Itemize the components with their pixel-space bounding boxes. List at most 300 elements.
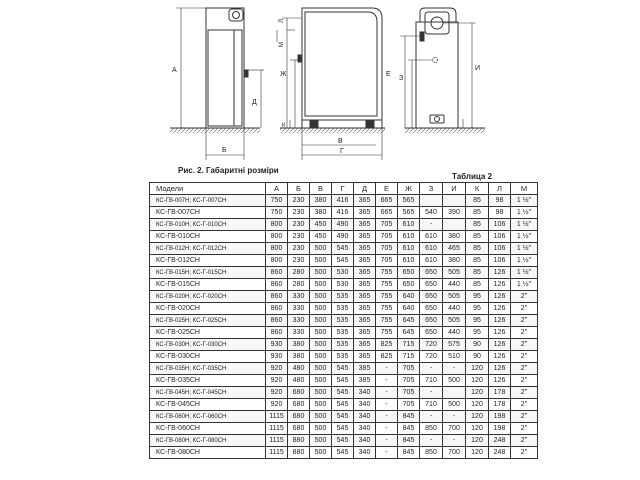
table-cell: 845 [398,411,420,423]
table-cell: 860 [266,279,288,291]
dim-label-z: З [399,75,404,82]
table-cell: 500 [310,411,332,423]
model-cell: КС-ГВ-007СН [150,207,266,219]
table-cell: 1 ½" [511,219,538,231]
table-cell: 800 [266,231,288,243]
table-cell: 365 [354,351,376,363]
table-cell [443,195,466,207]
table-cell: 126 [489,303,511,315]
table-cell: 610 [398,255,420,267]
table-cell: 120 [466,447,489,459]
table-cell: 120 [466,411,489,423]
table-cell: 230 [288,195,310,207]
table-cell: 540 [420,207,443,219]
table-cell: 755 [376,267,398,279]
model-cell: КС-ГВ-080СН [150,447,266,459]
table-cell: 800 [266,219,288,231]
table-row [150,387,538,399]
table-cell: 530 [332,267,354,279]
table-cell: 126 [489,363,511,375]
table-cell: 230 [288,219,310,231]
table-cell: - [376,411,398,423]
rear-dimension-lines [400,23,476,128]
table-cell: 480 [288,363,310,375]
table-cell: 385 [354,363,376,375]
table-cell: 98 [489,195,511,207]
table-cell: 230 [288,243,310,255]
table-cell: 2" [511,339,538,351]
table-cell: 535 [332,303,354,315]
table-cell: 680 [288,423,310,435]
table-cell: 380 [288,351,310,363]
table-cell: 610 [398,243,420,255]
table-cell: 930 [266,351,288,363]
dim-label-k: К [282,123,286,129]
table-cell: 1 ½" [511,255,538,267]
table-cell: 1 ½" [511,231,538,243]
table-cell: 545 [332,399,354,411]
table-cell: 126 [489,339,511,351]
table-cell: 230 [288,231,310,243]
column-header: А [266,183,288,195]
table-cell: 640 [398,291,420,303]
table-cell: 480 [288,375,310,387]
table-cell: 575 [443,339,466,351]
table-cell: 90 [466,351,489,363]
table-cell: 860 [266,327,288,339]
table-cell: 880 [288,447,310,459]
table-row [150,411,538,423]
dim-label-l: Л [279,19,285,23]
column-header: Д [354,183,376,195]
table-cell: 85 [466,195,489,207]
table-cell: 500 [310,387,332,399]
table-cell: 545 [332,387,354,399]
table-cell: 705 [398,387,420,399]
table-cell: 705 [376,243,398,255]
table-cell: 230 [288,207,310,219]
table-cell: 610 [398,231,420,243]
table-cell: 340 [354,447,376,459]
table-cell: 500 [310,327,332,339]
table-cell: 705 [376,255,398,267]
table-cell: 645 [398,315,420,327]
table-row [150,339,538,351]
table-cell: 390 [443,207,466,219]
table-cell: 248 [489,447,511,459]
table-cell: 500 [310,303,332,315]
table-cell: 198 [489,423,511,435]
table-cell: 365 [354,279,376,291]
model-cell: КС-ГВ-080Н; КС-Г-080СН [150,435,266,447]
column-header: З [420,183,443,195]
table-cell: 920 [266,363,288,375]
table-cell: 825 [376,351,398,363]
table-cell: 535 [332,339,354,351]
table-cell: 710 [420,375,443,387]
table-cell: - [376,435,398,447]
table-cell: 340 [354,387,376,399]
table-cell: 120 [466,387,489,399]
table-cell: 2" [511,423,538,435]
model-cell: КС-ГВ-045СН [150,399,266,411]
table-cell: 680 [288,399,310,411]
table-cell: 95 [466,291,489,303]
table-cell: - [420,363,443,375]
column-header: Ж [398,183,420,195]
table-cell: 610 [420,243,443,255]
table-cell: 500 [310,279,332,291]
table-cell: 126 [489,315,511,327]
table-cell: 800 [266,255,288,267]
table-cell: 610 [420,231,443,243]
column-header: Е [376,183,398,195]
table-cell: 755 [376,291,398,303]
column-header: М [511,183,538,195]
table-cell: 120 [466,375,489,387]
model-cell: КС-ГВ-020СН [150,303,266,315]
side-dimension-lines [277,18,382,160]
table-cell: 650 [420,291,443,303]
model-cell: КС-ГВ-060СН [150,423,266,435]
table-cell: 365 [354,255,376,267]
table-cell: 340 [354,411,376,423]
table-cell: 500 [443,375,466,387]
table-cell: 650 [420,303,443,315]
table-cell: 715 [398,339,420,351]
table-cell: 650 [420,267,443,279]
table-cell: 535 [332,327,354,339]
table-cell: 126 [489,279,511,291]
dim-label-v: В [338,138,343,145]
table-cell: 340 [354,399,376,411]
table-cell: 850 [420,423,443,435]
table-row [150,327,538,339]
table-label: Таблица 2 [452,172,493,181]
dim-label-d: Д [252,99,257,106]
table-cell: 680 [288,387,310,399]
table-cell: 500 [310,339,332,351]
table-cell: 440 [443,279,466,291]
table-cell: - [443,363,466,375]
table-cell: - [376,375,398,387]
table-cell: 650 [420,327,443,339]
table-cell: 860 [266,267,288,279]
table-row [150,231,538,243]
table-row [150,243,538,255]
table-cell: - [376,447,398,459]
table-cell: 126 [489,267,511,279]
dim-label-e: Е [386,71,391,78]
column-header: И [443,183,466,195]
table-cell: 2" [511,387,538,399]
column-header: Б [288,183,310,195]
table-cell: 700 [443,423,466,435]
dimensions-table [149,182,538,459]
table-cell: 800 [266,243,288,255]
table-cell: 450 [310,231,332,243]
table-cell: 365 [354,195,376,207]
table-cell: 500 [310,267,332,279]
model-cell: КС-ГВ-012Н; КС-Г-012СН [150,243,266,255]
table-cell: 380 [288,339,310,351]
table-cell: 178 [489,387,511,399]
table-cell: 490 [332,219,354,231]
table-cell: 500 [310,447,332,459]
model-cell: КС-ГВ-012СН [150,255,266,267]
table-cell: 705 [376,231,398,243]
table-cell: 650 [398,267,420,279]
model-cell: КС-ГВ-020Н; КС-Г-020СН [150,291,266,303]
table-cell: 490 [332,231,354,243]
table-row [150,435,538,447]
table-cell: 120 [466,363,489,375]
table-cell: 500 [310,399,332,411]
table-cell: 845 [398,423,420,435]
table-cell: 845 [398,447,420,459]
table-cell: 330 [288,327,310,339]
table-cell: 610 [398,219,420,231]
table-cell: 365 [354,315,376,327]
boiler-side-view [298,8,382,128]
table-cell: 126 [489,375,511,387]
table-cell: 530 [332,279,354,291]
model-cell: КС-ГВ-060Н; КС-Г-060СН [150,411,266,423]
table-cell: 650 [420,279,443,291]
table-cell: 750 [266,195,288,207]
table-cell: 2" [511,315,538,327]
table-cell: 880 [288,435,310,447]
model-cell: КС-ГВ-025СН [150,327,266,339]
table-cell: - [420,387,443,399]
table-cell: 365 [354,219,376,231]
table-cell: 85 [466,219,489,231]
table-cell: 330 [288,291,310,303]
table-cell: 640 [398,303,420,315]
table-cell: 755 [376,315,398,327]
model-cell: КС-ГВ-010СН [150,231,266,243]
table-cell: 95 [466,303,489,315]
table-cell: 720 [420,339,443,351]
table-cell: 106 [489,219,511,231]
table-cell: 505 [443,315,466,327]
table-cell: 365 [354,207,376,219]
table-cell: 120 [466,423,489,435]
table-cell: 1 ½" [511,195,538,207]
table-cell: 380 [443,231,466,243]
model-cell: КС-ГВ-010Н; КС-Г-010СН [150,219,266,231]
dim-label-i: И [475,65,481,72]
dim-label-b: Б [222,147,227,154]
table-cell: 2" [511,303,538,315]
table-cell: 720 [420,351,443,363]
table-row [150,279,538,291]
table-cell: 440 [443,303,466,315]
table-cell: 545 [332,435,354,447]
table-cell: 755 [376,303,398,315]
table-cell: 440 [443,327,466,339]
boiler-rear-view [416,8,458,128]
table-cell: 920 [266,387,288,399]
model-cell: КС-ГВ-007Н; КС-Г-007СН [150,195,266,207]
table-row [150,291,538,303]
table-cell: 545 [332,363,354,375]
table-cell: 280 [288,267,310,279]
table-cell: 198 [489,411,511,423]
table-cell: 650 [420,315,443,327]
table-row [150,375,538,387]
table-cell: 85 [466,243,489,255]
table-cell: 920 [266,375,288,387]
table-cell: 500 [310,255,332,267]
table-cell: 85 [466,207,489,219]
table-cell: 365 [354,339,376,351]
table-cell: 645 [398,327,420,339]
column-header-models: Модели [150,183,266,195]
table-cell: 545 [332,255,354,267]
table-cell: 860 [266,315,288,327]
dim-label-g: Г [340,148,344,155]
table-cell: 340 [354,423,376,435]
table-cell [443,387,466,399]
model-cell: КС-ГВ-030Н; КС-Г-030СН [150,339,266,351]
table-cell: 755 [376,279,398,291]
table-cell: 535 [332,315,354,327]
table-row [150,363,538,375]
floor-hatching [170,128,485,133]
dim-label-zh: Ж [280,71,287,78]
table-cell: 2" [511,447,538,459]
model-cell: КС-ГВ-015Н; КС-Г-015СН [150,267,266,279]
table-cell: 750 [266,207,288,219]
table-cell: 230 [288,255,310,267]
table-cell: 705 [376,219,398,231]
table-cell: 126 [489,327,511,339]
table-cell: 710 [420,399,443,411]
table-cell: 545 [332,447,354,459]
table-cell: 920 [266,399,288,411]
table-cell: 705 [398,399,420,411]
table-cell: 545 [332,423,354,435]
model-cell: КС-ГВ-025Н; КС-Г-025СН [150,315,266,327]
table-cell: 365 [354,231,376,243]
table-cell: 1 ½" [511,267,538,279]
figure-caption: Рис. 2. Габаритні розміри [178,166,279,175]
table-cell: 2" [511,327,538,339]
table-cell: 505 [443,267,466,279]
table-cell: 380 [443,255,466,267]
table-cell: 500 [310,375,332,387]
table-cell: 650 [398,279,420,291]
table-cell: 565 [398,207,420,219]
table-cell: 565 [398,195,420,207]
model-cell: КС-ГВ-030СН [150,351,266,363]
table-cell: 860 [266,303,288,315]
table-cell: 416 [332,207,354,219]
table-cell: 1 ½" [511,207,538,219]
dimensions-drawing [150,0,500,165]
table-cell: - [376,387,398,399]
table-cell: 95 [466,327,489,339]
table-row [150,219,538,231]
table-cell: 2" [511,375,538,387]
table-cell: 1 ½" [511,279,538,291]
table-cell: 95 [466,315,489,327]
table-cell: 930 [266,339,288,351]
table-cell: 850 [420,447,443,459]
table-cell: 500 [443,399,466,411]
table-cell: 500 [310,423,332,435]
table-cell: 85 [466,267,489,279]
table-cell: 106 [489,231,511,243]
table-cell: 500 [310,291,332,303]
table-cell: 280 [288,279,310,291]
model-cell: КС-ГВ-035Н; КС-Г-035СН [150,363,266,375]
table-cell: 385 [354,375,376,387]
table-cell: 365 [354,243,376,255]
table-cell: 465 [443,243,466,255]
table-cell: 545 [332,411,354,423]
table-cell: 330 [288,315,310,327]
table-cell: 365 [354,267,376,279]
table-header-row [150,183,538,195]
table-cell: - [443,411,466,423]
model-cell: КС-ГВ-035СН [150,375,266,387]
table-cell: 106 [489,243,511,255]
table-cell [420,195,443,207]
table-cell: 365 [354,327,376,339]
table-cell: 365 [354,303,376,315]
table-cell: 705 [398,363,420,375]
table-cell: 700 [443,447,466,459]
table-cell: 500 [310,363,332,375]
table-cell: 126 [489,291,511,303]
table-row [150,315,538,327]
table-cell: 1115 [266,447,288,459]
table-cell: 2" [511,435,538,447]
table-cell: 500 [310,315,332,327]
column-header: К [466,183,489,195]
table-cell: 2" [511,291,538,303]
table-cell: 1115 [266,423,288,435]
table-row [150,207,538,219]
table-cell: 500 [310,351,332,363]
table-cell: 2" [511,351,538,363]
table-cell: 535 [332,291,354,303]
table-cell: 545 [332,243,354,255]
table-cell: 505 [443,291,466,303]
table-row [150,195,538,207]
table-cell: 365 [354,291,376,303]
model-cell: КС-ГВ-015СН [150,279,266,291]
model-cell: КС-ГВ-045Н; КС-Г-045СН [150,387,266,399]
table-cell: 500 [310,435,332,447]
table-cell: - [420,219,443,231]
table-cell: 90 [466,339,489,351]
table-row [150,255,538,267]
table-cell: 2" [511,363,538,375]
table-cell: 755 [376,327,398,339]
column-header: Л [489,183,511,195]
table-cell: 705 [398,375,420,387]
table-cell: 2" [511,411,538,423]
column-header: В [310,183,332,195]
table-cell: 450 [310,219,332,231]
table-cell: 1 ½" [511,243,538,255]
column-header: Г [332,183,354,195]
table-cell: 510 [443,351,466,363]
table-cell: - [420,411,443,423]
